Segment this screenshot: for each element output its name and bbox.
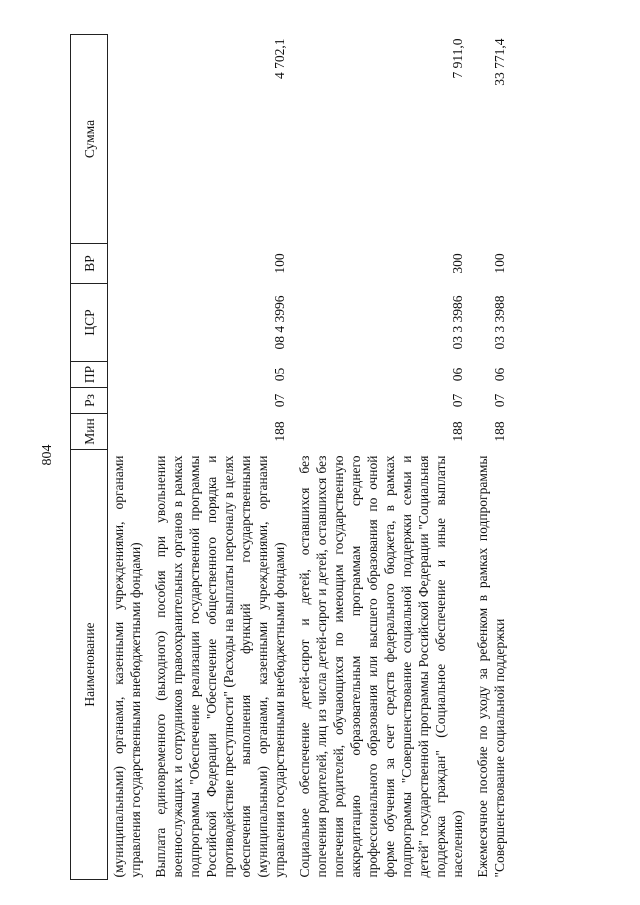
row-pr: 06 bbox=[450, 367, 465, 382]
row-csr: 03 3 3986 bbox=[450, 295, 465, 350]
row-name: (муниципальными) органами, казенными учреждениями, органами управления государственными внебюджетными фондами) bbox=[111, 455, 143, 878]
row-sum: 4 702,1 bbox=[272, 38, 287, 79]
row-pr: 06 bbox=[492, 367, 507, 382]
row-sum: 33 771,4 bbox=[492, 38, 507, 86]
header-vr: ВР bbox=[71, 244, 108, 284]
table-row bbox=[294, 35, 472, 880]
row-min: 188 bbox=[492, 421, 507, 442]
row-vr: 300 bbox=[450, 253, 465, 274]
header-pr: ПР bbox=[71, 362, 108, 388]
row-rz: 07 bbox=[492, 393, 507, 408]
page-number: 804 bbox=[40, 444, 55, 466]
row-csr bbox=[108, 284, 151, 362]
table-row bbox=[472, 35, 514, 880]
row-pr: 05 bbox=[272, 367, 287, 382]
page-number-wrap bbox=[40, 444, 60, 475]
row-pr bbox=[108, 362, 151, 388]
row-csr: 03 3 3988 bbox=[492, 295, 507, 350]
header-min: Мин bbox=[71, 414, 108, 450]
row-min bbox=[108, 414, 151, 450]
budget-table-stage bbox=[70, 35, 590, 880]
row-name: Социальное обеспечение детей-сирот и детей, оставшихся без попечения родителей, лиц из числа детей-сирот и детей, оставшихся без попечения родителей, обучающихся по имеющим государственную аккредитацию образовательным программам среднего профессионального образования или высшего образования по очной форме обучения за счет средств федерального бюджета, в рамках подпрограммы "Совершенствование социальной поддержки семьи и детей" государственной программы Российской Федерации "Социальная поддержка граждан" (Социальное обеспечение и иные выплаты населению) bbox=[297, 455, 465, 878]
table-row bbox=[150, 35, 294, 880]
row-vr: 100 bbox=[492, 253, 507, 274]
row-vr bbox=[108, 244, 151, 284]
row-rz bbox=[108, 388, 151, 414]
row-csr: 08 4 3996 bbox=[272, 295, 287, 350]
row-rz: 07 bbox=[272, 393, 287, 408]
row-rz: 07 bbox=[450, 393, 465, 408]
row-name: Ежемесячное пособие по уходу за ребенком в рамках подпрограммы "Совершенствование социальной поддержки bbox=[475, 455, 507, 878]
header-name: Наименование bbox=[71, 450, 108, 880]
budget-table bbox=[70, 34, 514, 880]
table-header-row bbox=[71, 35, 108, 880]
header-rz: Рз bbox=[71, 388, 108, 414]
row-name: Выплата единовременного (выходного) пособия при увольнении военнослужащих и сотрудников правоохранительных органов в рамках подпрограммы "Обеспечение реализации государственной программы Российской Федерации "Обеспечение общественного порядка и противодействие преступности" (Расходы на выплаты персоналу в целях обеспечения выполнения функций государственными (муниципальными) органами, казенными учреждениями, органами управления государственными внебюджетными фондами) bbox=[153, 455, 287, 878]
header-sum: Сумма bbox=[71, 35, 108, 244]
row-min: 188 bbox=[272, 421, 287, 442]
row-sum bbox=[108, 35, 151, 244]
header-csr: ЦСР bbox=[71, 284, 108, 362]
row-sum: 7 911,0 bbox=[450, 38, 465, 79]
row-min: 188 bbox=[450, 421, 465, 442]
table-row bbox=[108, 35, 151, 880]
row-vr: 100 bbox=[272, 253, 287, 274]
